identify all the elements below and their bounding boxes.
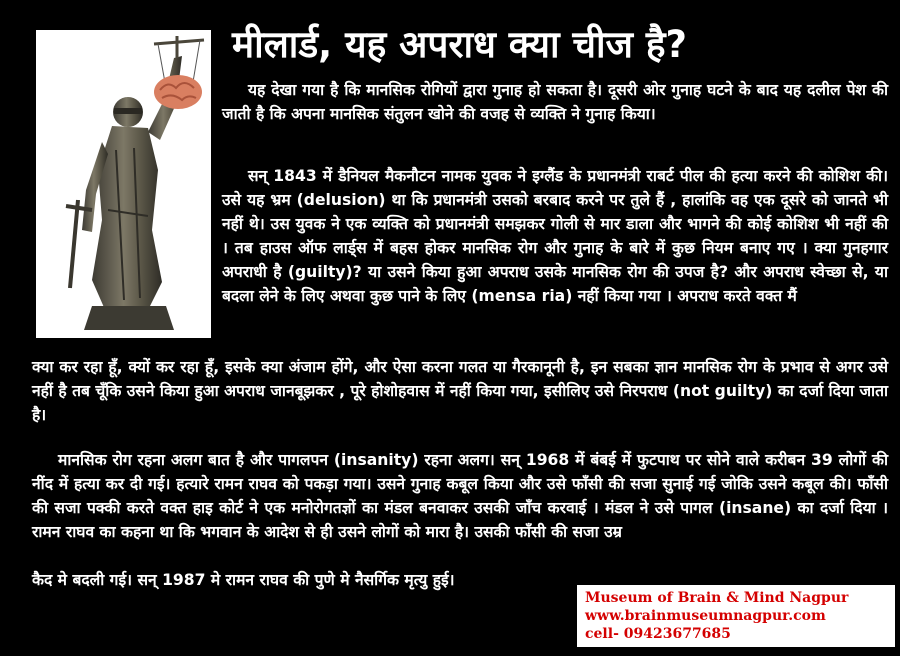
paragraph-closing: कैद मे बदली गई। सन् 1987 मे रामन राघव की पुणे मे नैसर्गिक मृत्यु हुई।: [32, 571, 455, 589]
lady-justice-image: [36, 30, 211, 338]
museum-phone: cell- 09423677685: [585, 626, 731, 642]
paragraph-mcnaughton: सन् 1843 में डैनियल मैकनौटन नामक युवक ने इग्लैंड के प्रधानमंत्री राबर्ट पील की हत्या करने की कोशिश की। उसे यह भ्रम (delusion) था कि प्रधानमंत्री उसको बरबाद करने पर तुले हैं , हालांकि वह एक दूसरे को जानते भी नहीं थे। उस युवक ने एक व्यक्ति को प्रधानमंत्री समझकर गोली से मार डाला और भागने की कोई कोशिश भी नहीं की । तब हाउस ऑफ लार्ड्स में बहस होकर मानसिक रोग और गुनाह के बारे में कुछ नियम बनाए गए । क्या गुनहगार अपराधी है (guilty)? या उसने किया हुआ अपराध उसके मानसिक रोग की उपज है? और अपराध स्वेच्छा से, या बदला लेने के लिए अथवा कुछ पाने के लिए (mensa ria) नहीं किया गया । अपराध करते वक्त मैं: [222, 167, 888, 305]
paragraph-insanity: मानसिक रोग रहना अलग बात है और पागलपन (insanity) रहना अलग। सन् 1968 में बंबई में फुटपाथ पर सोने वाले करीबन 39 लोगों की नींद में हत्या कर दी गई। हत्यारे रामन राघव को पकड़ा गया। उसने गुनाह कबूल किया और उसे फाँसी की सजा सुनाई गई जोकि उसने कबूल की। फाँसी की सजा पक्की करते वक्त हाइ कोर्ट ने एक मनोरोगतज्ञों का मंडल बनवाकर उसकी जाँच करवाई । मंडल ने उसे पागल (insane) का दर्जा दिया । रामन राघव का कहना था कि भगवान के आदेश से ही उसने लोगों को मारा है। उसकी फाँसी की सजा उम्र: [32, 451, 888, 541]
page-title: मीलार्ड, यह अपराध क्या चीज है?: [232, 23, 687, 66]
museum-info-box: [577, 585, 895, 647]
paragraph-intro: यह देखा गया है कि मानसिक रोगियों द्वारा गुनाह हो सकता है। दूसरी ओर गुनाह घटने के बाद यह दलील पेश की जाती है कि अपना मानसिक संतुलन खोने की वजह से व्यक्ति ने गुनाह किया।: [222, 81, 888, 123]
paragraph-not-guilty: क्या कर रहा हूँ, क्यों कर रहा हूँ, इसके क्या अंजाम होंगे, और ऐसा करना गलत या गैरकानूनी है, इन सबका ज्ञान मानसिक रोग के प्रभाव से अगर उसे नहीं है तब चूँकि उसने किया हुआ अपराध जानबूझकर , पूरे होशोहवास में नहीं किया गया, इसीलिए उसे निरपराध (not guilty) का दर्जा दिया जाता है।: [32, 358, 888, 424]
museum-name: Museum of Brain & Mind Nagpur: [585, 590, 849, 606]
lady-justice-statue-icon: [36, 30, 211, 338]
museum-website-link[interactable]: www.brainmuseumnagpur.com: [585, 608, 826, 624]
